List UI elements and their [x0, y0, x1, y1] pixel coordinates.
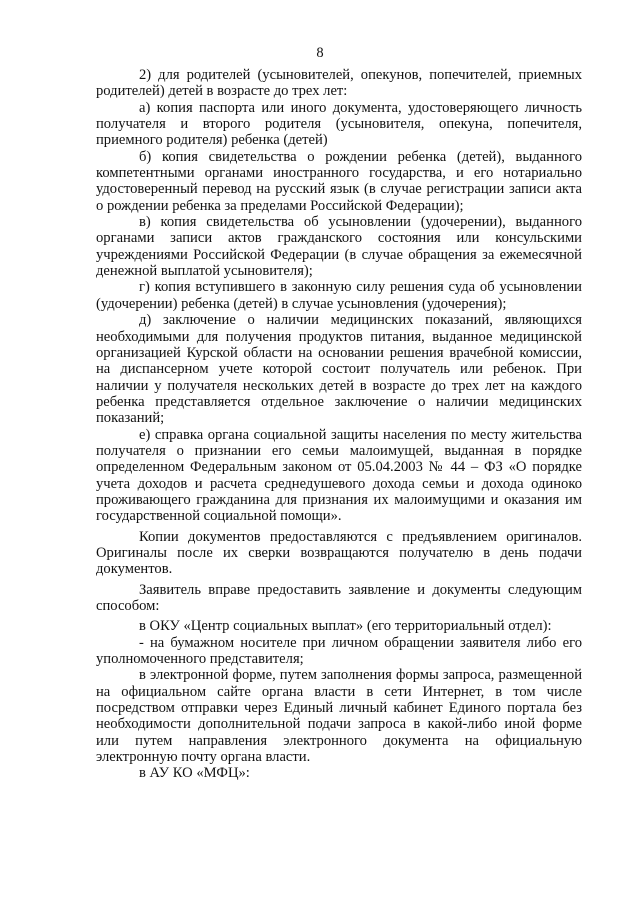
paragraph-mfc: в АУ КО «МФЦ»: [139, 765, 250, 782]
paragraph-copies: Копии документов предоставляются с предъявлением оригиналов. Оригиналы после их сверки возвращаются получателю в день подачи документов. [96, 528, 582, 578]
page-number: 8 [316, 45, 324, 61]
paragraph-electronic: в электронной форме, путем заполнения формы запроса, размещенной на официальном сайте органа власти в сети Интернет, в том числе посредством отправки через Единый личный кабинет Единого портала без необходимости дополнительной подачи запроса в какой-либо иной форме или путем направления электронного документа на официальную электронную почту органа власти. [96, 667, 582, 766]
paragraph-parents-intro: 2) для родителей (усыновителей, опекунов, попечителей, приемных родителей) детей в возрасте до трех лет: [96, 67, 582, 100]
paragraph-item-a: а) копия паспорта или иного документа, удостоверяющего личность получателя и второго родителя (усыновителя, опекуна, попечителя, приемного родителя) ребенка (детей) [96, 99, 582, 149]
paragraph-item-b: б) копия свидетельства о рождении ребенка (детей), выданного компетентными органами иностранного государства, и его нотариально удостоверенный перевод на русский язык (в случае регистрации записи акта о рождении ребенка за пределами Российской Федерации); [96, 148, 582, 214]
paragraph-item-e: е) справка органа социальной защиты населения по месту жительства получателя о признании его семьи малоимущей, выданная в порядке определенном Федеральным законом от 05.04.2003 № 44 – ФЗ «О порядке учета доходов и расчета среднедушевого дохода семьи и дохода одиноко проживающего гражданина для признания их малоимущими и оказания им государственной социальной помощи». [96, 426, 582, 525]
paragraph-oku: в ОКУ «Центр социальных выплат» (его территориальный отдел): [139, 618, 552, 635]
document-body [96, 67, 582, 782]
paragraph-applicant-methods: Заявитель вправе предоставить заявление и документы следующим способом: [96, 581, 582, 614]
paragraph-item-v: в) копия свидетельства об усыновлении (удочерении), выданного органами записи актов гражданского состояния или консульскими учреждениями Российской Федерации (в случае обращения за ежемесячной денежной выплатой усыновителя); [96, 214, 582, 280]
paragraph-item-g: г) копия вступившего в законную силу решения суда об усыновлении (удочерении) ребенка (детей) в случае усыновления (удочерения); [96, 279, 582, 312]
paragraph-paper: - на бумажном носителе при личном обращении заявителя либо его уполномоченного представителя; [96, 634, 582, 668]
paragraph-item-d: д) заключение о наличии медицинских показаний, являющихся необходимыми для получения продуктов питания, выданное медицинской организацией Курской области на основании решения врачебной комиссии, на диспансерном учете которой состоит получатель или ребенок. При наличии у получателя нескольких детей в возрасте до трех лет на каждого ребенка представляется отдельное заключение о наличии медицинских показаний; [96, 312, 582, 427]
